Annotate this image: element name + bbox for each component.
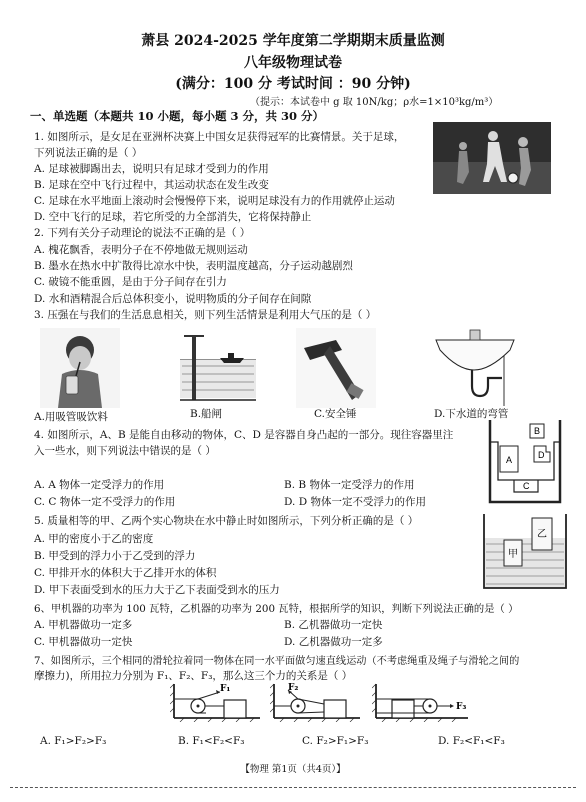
q5-option-d: D. 甲下表面受到水的压力大于乙下表面受到水的压力 [34, 584, 280, 596]
q6-option-a: A. 甲机器做功一定多 [34, 619, 133, 631]
q3-option-b: B.船闸 [190, 408, 223, 420]
q3-stem: 3. 压强在与我们的生活息息相关，则下列生活情景是利用大气压的是（ ） [34, 309, 377, 321]
q1-option-b: B. 足球在空中飞行过程中，其运动状态在发生改变 [34, 179, 269, 191]
q7-option-b: B. F₁<F₂<F₃ [178, 735, 245, 747]
q4-option-a: A. A 物体一定受浮力的作用 [34, 479, 165, 491]
q6-option-b: B. 乙机器做功一定快 [284, 619, 383, 631]
q7-stem-line2: 摩擦力)，所用拉力分别为 F₁、F₂、F₃，那么这三个力的关系是（ ） [34, 670, 353, 682]
q4-stem-line2: 入一些水，则下列说法中错误的是（ ） [34, 445, 216, 457]
q1-stem-line2: 下列说法正确的是（ ） [34, 147, 143, 159]
q2-option-b: B. 墨水在热水中扩散得比凉水中快，表明温度越高，分子运动越剧烈 [34, 260, 353, 272]
q7-option-c: C. F₂>F₁>F₃ [302, 735, 369, 747]
q7-fig-label-f2: F₂ [288, 683, 299, 693]
q7-option-d: D. F₂<F₁<F₃ [438, 735, 505, 747]
q3-option-c: C.安全锤 [314, 408, 357, 420]
q5-option-b: B. 甲受到的浮力小于乙受到的浮力 [34, 550, 196, 562]
q6-stem: 6、甲机器的功率为 100 瓦特，乙机器的功率为 200 瓦特，根据所学的知识，判断下列说法正确的是（ ） [34, 603, 519, 615]
q7-pulley-figure-2 [270, 682, 362, 722]
q7-stem-line1: 7、如图所示，三个相同的滑轮拉着同一物体在同一水平面做匀速直线运动（不考虑绳重及绳子与滑轮之间的 [34, 656, 520, 667]
q4-fig-label-c: C [523, 481, 530, 491]
q5-option-a: A. 甲的密度小于乙的密度 [34, 533, 154, 545]
page-footer: 【物理 第1页（共4页）】 [240, 764, 346, 775]
cut-line [10, 787, 576, 788]
q5-fig-label-jia: 甲 [508, 549, 518, 560]
exam-subtitle: 八年级物理试卷 [244, 55, 342, 71]
section-title: 一、单选题（本题共 10 小题，每小题 3 分，共 30 分） [30, 109, 325, 123]
hint-text: （提示：本试卷中 g 取 10N/kg；ρ水=1×10³kg/m³） [250, 97, 499, 108]
q6-option-c: C. 甲机器做功一定快 [34, 636, 133, 648]
q3-straw-photo [40, 328, 120, 408]
q3-option-a: A.用吸管吸饮料 [34, 411, 108, 423]
q1-option-d: D. 空中飞行的足球，若它所受的力全部消失，它将保持静止 [34, 211, 312, 223]
q3-safety-hammer-photo [296, 328, 376, 408]
q2-option-c: C. 破镜不能重圆，是由于分子间存在引力 [34, 276, 227, 288]
q1-stem-line1: 1. 如图所示，是女足在亚洲杯决赛上中国女足获得冠军的比赛情景。关于足球， [34, 131, 405, 143]
score-time: (满分：100 分 考试时间 ：90 分钟) [175, 76, 411, 92]
q7-pulley-figure-1 [170, 682, 262, 722]
q1-soccer-photo [433, 122, 551, 194]
q4-fig-label-b: B [534, 426, 541, 436]
exam-title: 萧县 2024-2025 学年度第二学期期末质量监测 [141, 33, 445, 49]
q5-beaker-figure [480, 512, 570, 590]
q4-option-d: D. D 物体一定不受浮力的作用 [284, 496, 426, 508]
q3-option-d: D.下水道的弯管 [434, 408, 509, 420]
q7-pulley-figure-3 [372, 682, 472, 722]
q2-option-a: A. 槐花飘香，表明分子在不停地做无规则运动 [34, 244, 248, 256]
q4-fig-label-a: A [506, 455, 513, 465]
q7-fig-label-f1: F₁ [220, 684, 231, 694]
q1-option-a: A. 足球被脚踢出去，说明只有足球才受到力的作用 [34, 163, 269, 175]
q5-fig-label-yi: 乙 [537, 529, 547, 540]
q4-stem-line1: 4. 如图所示，A、B 是能自由移动的物体，C、D 是容器自身凸起的一部分。现往容器里注 [34, 429, 454, 441]
q1-option-c: C. 足球在水平地面上滚动时会慢慢停下来，说明足球没有力的作用就停止运动 [34, 195, 395, 207]
q4-option-c: C. C 物体一定不受浮力的作用 [34, 496, 176, 508]
q5-option-c: C. 甲排开水的体积大于乙排开水的体积 [34, 567, 217, 579]
q4-fig-label-d: D [538, 450, 545, 460]
q4-container-figure [484, 418, 566, 504]
q6-option-d: D. 乙机器做功一定多 [284, 636, 383, 648]
q5-stem: 5. 质量相等的甲、乙两个实心物块在水中静止时如图所示，下列分析正确的是（ ） [34, 515, 419, 527]
q4-option-b: B. B 物体一定受浮力的作用 [284, 479, 415, 491]
q3-drain-figure [430, 326, 520, 408]
q3-shiplock-figure [178, 330, 258, 406]
q7-fig-label-f3: F₃ [456, 702, 467, 712]
q7-option-a: A. F₁>F₂>F₃ [40, 735, 107, 747]
q2-option-d: D. 水和酒精混合后总体积变小，说明物质的分子间存在间隙 [34, 293, 312, 305]
q2-stem: 2. 下列有关分子动理论的说法不正确的是（ ） [34, 227, 251, 239]
